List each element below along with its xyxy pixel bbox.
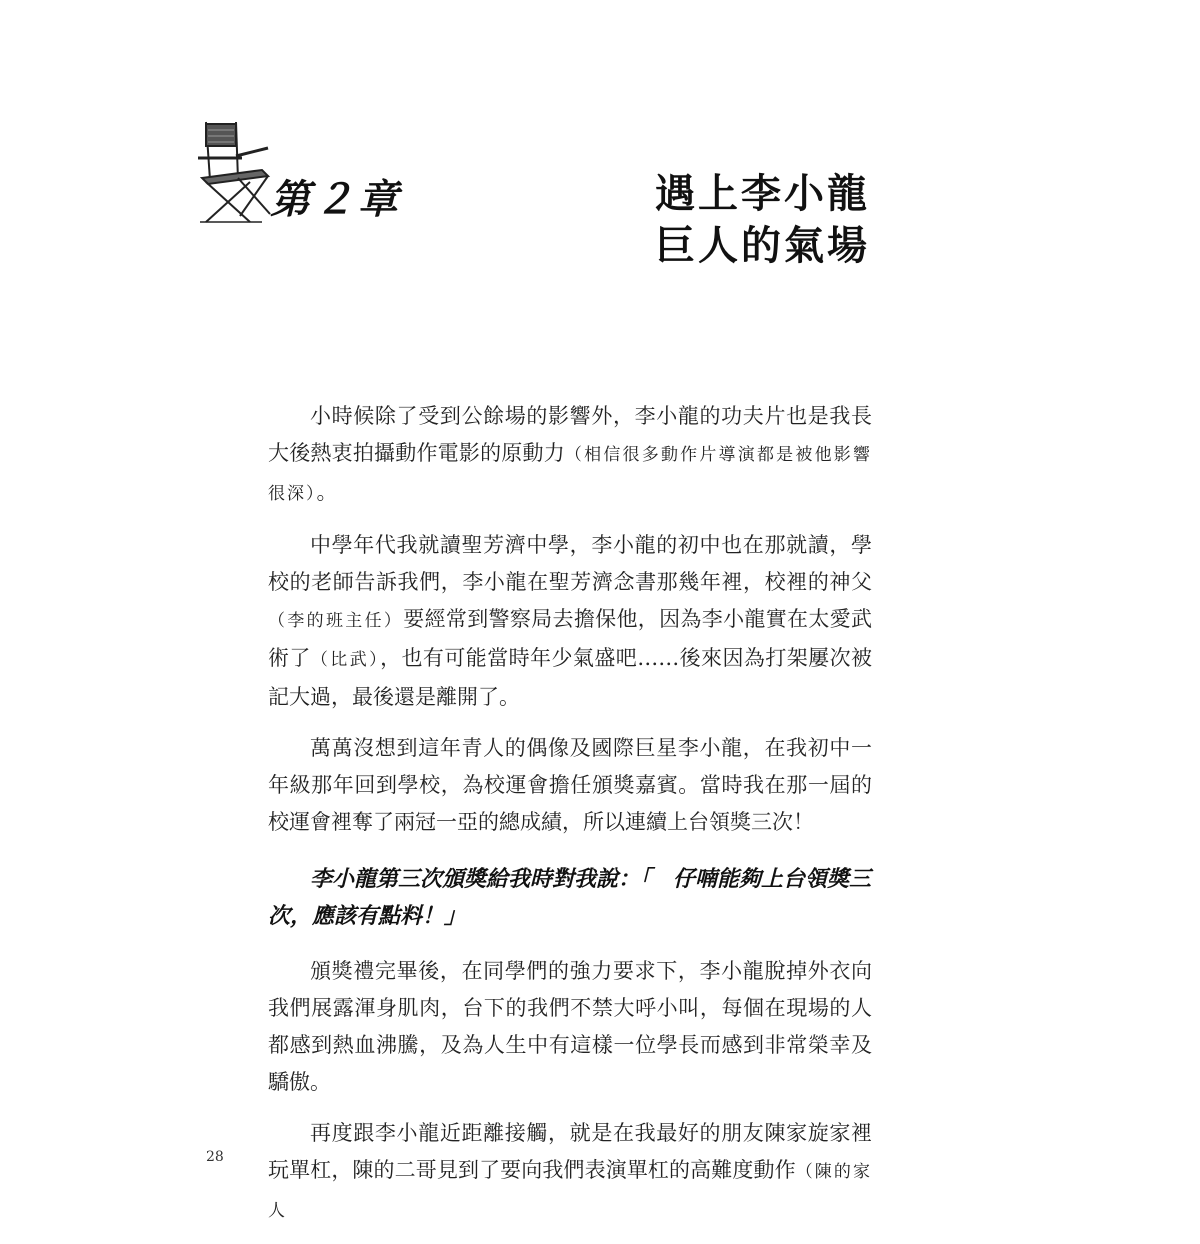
- chapter-label: 第２章: [270, 176, 402, 223]
- paragraph-2-text-2: 要經常到警察局去擔保他，因為李小龍實在太愛武術了: [268, 607, 872, 670]
- page-number: 28: [206, 1149, 224, 1165]
- quote: 李小龍第三次頒獎給我時對我說：「 仔喃能夠上台領獎三次，應該有點料！」: [268, 866, 872, 929]
- paragraph-2: [268, 527, 872, 716]
- body-text: [268, 398, 872, 1244]
- paragraph-5: [268, 1115, 872, 1230]
- paragraph-2-tail: ，也有可能當時年少氣盛吧……後來因為打架屢次被記大過，最後還是離開了。: [268, 646, 873, 709]
- directors-chair-icon: [192, 118, 278, 228]
- paragraph-5-text: 再度跟李小龍近距離接觸，就是在我最好的朋友陳家旋家裡玩單杠，陳的二哥見到了要向我們表演單杠的高難度動作: [268, 1121, 872, 1182]
- paragraph-4: 頒獎禮完畢後，在同學們的強力要求下，李小龍脫掉外衣向我們展露渾身肌肉，台下的我們不禁大呼小叫，每個在現場的人都感到熱血沸騰，及為人生中有這樣一位學長而感到非常榮幸及驕傲。: [268, 959, 872, 1094]
- paragraph-1: [268, 398, 872, 513]
- paragraph-2-note-2: （比武）: [310, 650, 381, 670]
- chapter-title-line-2: 巨人的氣場: [655, 222, 870, 269]
- paragraph-1-note: （相信很多動作片導演都是被他影響很深）: [268, 445, 873, 504]
- paragraph-5-note: （陳的家人: [268, 1162, 873, 1221]
- paragraph-1-tail: 。: [316, 480, 338, 504]
- paragraph-2-text: 中學年代我就讀聖芳濟中學，李小龍的初中也在那就讀，學校的老師告訴我們，李小龍在聖芳濟念書那幾年裡，校裡的神父: [268, 533, 872, 594]
- paragraph-3: 萬萬沒想到這年青人的偶像及國際巨星李小龍，在我初中一年級那年回到學校，為校運會擔任頒獎嘉賓。當時我在那一屆的校運會裡奪了兩冠一亞的總成績，所以連續上台領獎三次！: [268, 736, 872, 834]
- paragraph-1-text: 小時候除了受到公餘場的影響外，李小龍的功夫片也是我長大後熱衷拍攝動作電影的原動力: [268, 404, 872, 465]
- chapter-title-line-1: 遇上李小龍: [655, 170, 870, 217]
- paragraph-2-note: （李的班主任）: [268, 611, 404, 631]
- chapter-title: [655, 168, 870, 272]
